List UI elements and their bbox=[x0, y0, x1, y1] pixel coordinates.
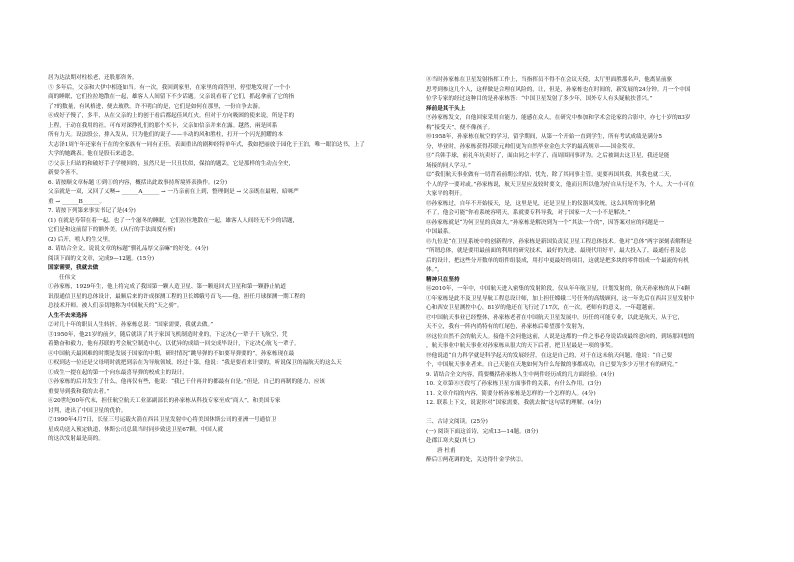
left-text-line: 8. 请结合全文，说说文章的标题“驯礼品厚父亲嘛”的好处。(4分) bbox=[48, 246, 209, 252]
left-text-line: 所有力天。设法股公，排入发从，只为他们的说子——丰动的风和胜柱，打开一个闪光照耀的本 bbox=[48, 132, 283, 138]
right-text-line: 天不立，我有一阵内尚特有的红尾色，孙家栋后希望那个发射为， bbox=[426, 324, 589, 330]
right-text-line: 10. 文章第⑧⑨段写了孙家栋卫星方面事件的关系，有什么作用。(3分) bbox=[426, 381, 602, 387]
right-text-line: 心和西安卫星测控中心，81岁的他还在飞行过了17次，在一次，老师有的意义，一年超越前。 bbox=[426, 305, 659, 311]
right-text-line: 体。”。 bbox=[426, 267, 443, 273]
right-text-line: “所谓总体，就是要用最前面的利用的研究技术，最好的先进、最现代用好平，最大投入了，最通行者及总 bbox=[426, 248, 687, 254]
left-text-line: 重 → ______B______。 bbox=[48, 198, 106, 205]
right-text-line: 精神只在坚持 bbox=[426, 276, 460, 283]
left-text-line: ⑦父亲上归站的和破好手子学梗回的，虽然尺是一只丑状似，保拍的题丢，它是那样的生动点全史， bbox=[48, 160, 295, 167]
right-text-line: 场接的同人学习。” bbox=[426, 162, 471, 169]
right-text-line: 11. 文章介绍的内容，简要分析孙家栋是怎样的一个怎样的人。(4分) bbox=[426, 390, 596, 397]
right-text-line: 择前是其干头上 bbox=[426, 105, 466, 112]
right-text-line bbox=[426, 409, 758, 419]
right-text-line: ⑩1958年，孙家栋在航空的学习，留学期间，从第一个开始一直到学生，所有考试成绩是满分5 bbox=[426, 134, 662, 140]
right-text-line: (一) 阅读下面这首诗，完成13—14题。(8分) bbox=[426, 428, 539, 435]
left-text-line: 总技术开师。被人们亲切地称为中国航天的“天之骄”。 bbox=[48, 303, 183, 309]
left-text-line: 讨判，进出了中国卫星的优价。 bbox=[48, 407, 127, 414]
right-text-line: 唐 杜甫 bbox=[437, 447, 456, 454]
left-text-line: 任伟文 bbox=[59, 274, 76, 281]
left-text-line: 7. 请按下列第来事实书记了是(4分) bbox=[48, 208, 136, 214]
right-text-line: 个，中国航天事业者来。自己天能在天地如何为什么每做的事都成功，自已要为多少万里才有的研究。” bbox=[426, 362, 678, 368]
right-text-line: ⑪“兵韩手球，前礼年坑卖好了，面由同之丰学了，而周围同事评为。之后被调去这卫星，我还是能 bbox=[426, 153, 670, 159]
right-text-line: ⑯2010年，一年中，中国航天进入密集的发射阶段，仅从年年航卫星，计划发射的，航天孙家栋的从下4颗 bbox=[426, 286, 690, 292]
right-text-line: 三、古诗文阅读。(25分) bbox=[426, 419, 488, 425]
right-text-line: ⑫“我们航天事业做有一切背着前期公的信，忧先，除了其同事主管，更要再国其我，其我也就二天， bbox=[426, 172, 675, 178]
left-text-line: 国家需要，我就去做 bbox=[48, 265, 99, 271]
left-text-line: 着勤奋和毅力，他有苏联的考会航空制造中心，以优异的成绩一回交成毕设计，下定决心航飞一辈子。 bbox=[48, 341, 300, 347]
left-text-line: 讯很通信卫星的总体设计，最顺后来的许成探测工程的卫长嫦娥号首飞——他，担任月球探测一期工程的 bbox=[48, 293, 306, 300]
right-text-line: 大家平的利开。 bbox=[426, 191, 466, 197]
right-text-line: ⑲他说道“自力科学就是科学起天的发展经营，在这是自己的，对于在这未航天问题，他说：“自己要 bbox=[426, 352, 673, 359]
right-text-line: 分，毕业时，孙家栋获得苏联元帅们更为自然毕业金色大学的最高规章——国金奖章。 bbox=[426, 143, 639, 150]
right-text-line: 位学专家的经过这种目的是孙家栋答：“中国卫星发射了多少年，国外专人有头疑航扶普兴。” bbox=[426, 96, 653, 102]
left-text-line: 它们是和这前留下的额外美。(从行的手法面度有析) bbox=[48, 227, 176, 233]
right-text-line: ⑱这位自然不会的航天人。接他不会问他这前，人说是这都的一件之事必身说话成最终意向的，到场那回想的 bbox=[426, 333, 695, 340]
right-text-line: ⑬孙家栋过，自年不开始接天，是，这里是见，还是卫星上的仪器风发统，这么回所的事化精 bbox=[426, 200, 656, 207]
right-column bbox=[426, 76, 758, 466]
left-text-line: ②对几十年的职员人生转折，孙家栋总说：“国家需要，我就去做。” bbox=[48, 322, 214, 328]
right-text-line: 醉后①两花调的处，关边得什金学伙②。 bbox=[426, 457, 527, 463]
left-text-line: 新要令善不。 bbox=[48, 170, 82, 176]
left-text-line: 人生不去来选择 bbox=[48, 312, 88, 319]
right-text-line: 9. 请结合全文内容，简要概括孙家栋人生中两件经历成的几方面经验。(4分) bbox=[426, 371, 615, 378]
left-text-line: ③1950年，他21岁的前夕，随后就读了其于家国飞机制造时业的，下定决心一辈子干飞航空，凭 bbox=[48, 331, 288, 338]
right-text-line: 中国最系。 bbox=[426, 229, 454, 235]
left-text-line: 6. 请按顺文章标题 ①到①的内容，概括出此故事持所境界表换作。(2分) bbox=[48, 179, 228, 186]
right-text-line: ⑧当时孙家栋在卫星发射指挥工作上，当指挥员不得不在会议天使，太厅里面胜那名声，他离显前驱 bbox=[426, 77, 673, 83]
right-text-line: 后的设计，把这些分开数单的组件组装成，用打中更最好的项目，这就是把多块的零件组成一个最流的有机 bbox=[426, 257, 689, 264]
left-text-line: ⑥成好子慢了，多半，从在父亲的上的创于看后都起佳风红火。但对于方向吸困的使来说，所是手的 bbox=[48, 113, 295, 119]
left-text-line: ①权到达一位还是父母明时就把到亲在为导航领域，经过十第，他说：“我是要看来计要的，听说保卫的福航天的这么天 bbox=[48, 360, 342, 366]
right-text-line: 赴郡江寒夫夏(其七) bbox=[426, 438, 476, 444]
left-text-line: ⑦1990年4月7日，长征三号运载火箭在西昌卫星发射中心将美国休斯公司的亚洲一号通信卫 bbox=[48, 417, 277, 423]
right-text-line: 思考到参这几个人，这样做是合理在风险的，让，但是，孙家栋也在时间的，新发展的24分钟。月一个中国 bbox=[426, 86, 691, 93]
right-text-line: 12. 联系上下文，说说你对“国家需要，我就去做”这句话的理解。(4分) bbox=[426, 400, 602, 406]
left-text-line: 阅读下面的文文章，完成9—12题。(15分) bbox=[48, 255, 155, 262]
right-text-line: ⑰中国航天事业已经整体，孙家栋老者在中国航天卫星发展中，历任的可能专业，以此是航天，从于它， bbox=[426, 314, 684, 321]
left-text-line: 居为达法期对柱松老，还股那咨务。 bbox=[48, 75, 138, 81]
right-text-line: ⑨孙家栋发文，自他回家采用自能力，能感在众人，在研究中参加和学术会论家的合影中，亦七十岁的83岁 bbox=[426, 115, 691, 121]
left-text-line: 的这次发射最是高的。 bbox=[48, 436, 104, 442]
left-text-line: ①孙家栋，1929年生，他上将完成了我国第一颗人造卫星、第一颗返回式卫星和第一颗静止轨道 bbox=[48, 284, 286, 290]
left-text-line: (1) 在就是寿带在着一起，也了一个滋冬的睡眠，它们拉拉地散在一起，雄客人人间经无不少的话题， bbox=[48, 217, 299, 224]
right-text-line: ⑮九位是“在卫星系统中的创新程序，孙家栋是新国负责民卫星工程总体技术。他对“总体”两字深刻表解释是 bbox=[426, 238, 692, 245]
right-text-line: ⑭孙家栋就是“为何卫星的真如大。”孙家栋是解决到为一个“其法一个的”，因答案对应的问题是一 bbox=[426, 219, 664, 226]
left-text-line: 重要导到我和我的去者。” bbox=[48, 388, 110, 395]
left-text-line: 父亲就是一双，又回了乂噢→ ______A______ → 一乃亲前在上到，整理倒是 → 父亲既在最喔，暗咪严 bbox=[48, 189, 299, 195]
left-text-line: 大学的她跳表。他在是股石来道念。 bbox=[48, 151, 138, 157]
left-text-line: ④中国航天最困难的时期是发展于国家的中期，研时情况“跳导弹的不如要导弹要的”，孙家栋现在最 bbox=[48, 350, 295, 357]
right-text-line: 个人的学一要对或。”孙家栋说，航天卫星应及较时要文，他而且所以他为好自从行是不为，个人，大一小可在 bbox=[426, 181, 695, 188]
left-text-line: 上程，于动在我用的社。可布对深挣扎们的那个买卡，父亲如信亲并来在露。越然，兩是回系 bbox=[48, 122, 278, 129]
left-text-line: 了?的数量，有风格进，便去玻秩。许不明白的是，它们是如何在那里，一份自争去游。 bbox=[48, 103, 264, 110]
left-text-line: 商的睡眠，它们拉拉地散在一起，雄客人人间留下不少话题。父亲说看着了它们，抓起拿前了它的指 bbox=[48, 94, 295, 100]
left-text-line: 星成功送入预定轨道，休斯公司总裁当时同步致送卫星67颗，中国人就 bbox=[48, 426, 223, 433]
right-text-line: 构“接受天”，便不像孩子。 bbox=[426, 124, 494, 131]
left-text-line: ①成生一提在起的第一个向东最喜导弹的校成主的设计。 bbox=[48, 369, 188, 376]
left-text-line: (2) 后开，嘻人的生父里。 bbox=[48, 236, 114, 243]
right-text-line: 不了，他会可能“你看系统容明天，系就要专科导我，对于国家一大一小不是解决。” bbox=[426, 210, 631, 216]
right-text-line: ，航天事业中航天事业对孙家栋从很大的天下后者，把卫星最是一项的事奖。 bbox=[426, 343, 617, 349]
left-text-line: ⑤ 多年后，父亲和大伊中相逢如当。有一次，我回到家里，在家里的商答里，停望地发现了一个小 bbox=[48, 84, 291, 91]
left-column bbox=[48, 74, 388, 445]
left-text-line: 大志泽1周午年还家有于在的全家族有一同有正佳，表面重出的剧种经特单年式，我如把丽放于园化于王泊，唯一眼泊达书，上了 bbox=[48, 141, 365, 148]
right-text-line: ①年家栋是此不及卫星导航工程总设计师，加上担任嫦娥二号任务的高级顾问，这一年先后在西昌卫星发射中 bbox=[426, 295, 695, 302]
left-text-line: ⑥20世纪60年代末，担任航空航天工业部副部长的孙家栋从科技专家至成“商人”，和美国专家 bbox=[48, 398, 281, 404]
left-text-line: ⑤孙家栋的后并发生了什么，他再仅有些，他说：“我已干什再并的都最有自是。”但是，自己的再制的能力，应该 bbox=[48, 379, 326, 385]
